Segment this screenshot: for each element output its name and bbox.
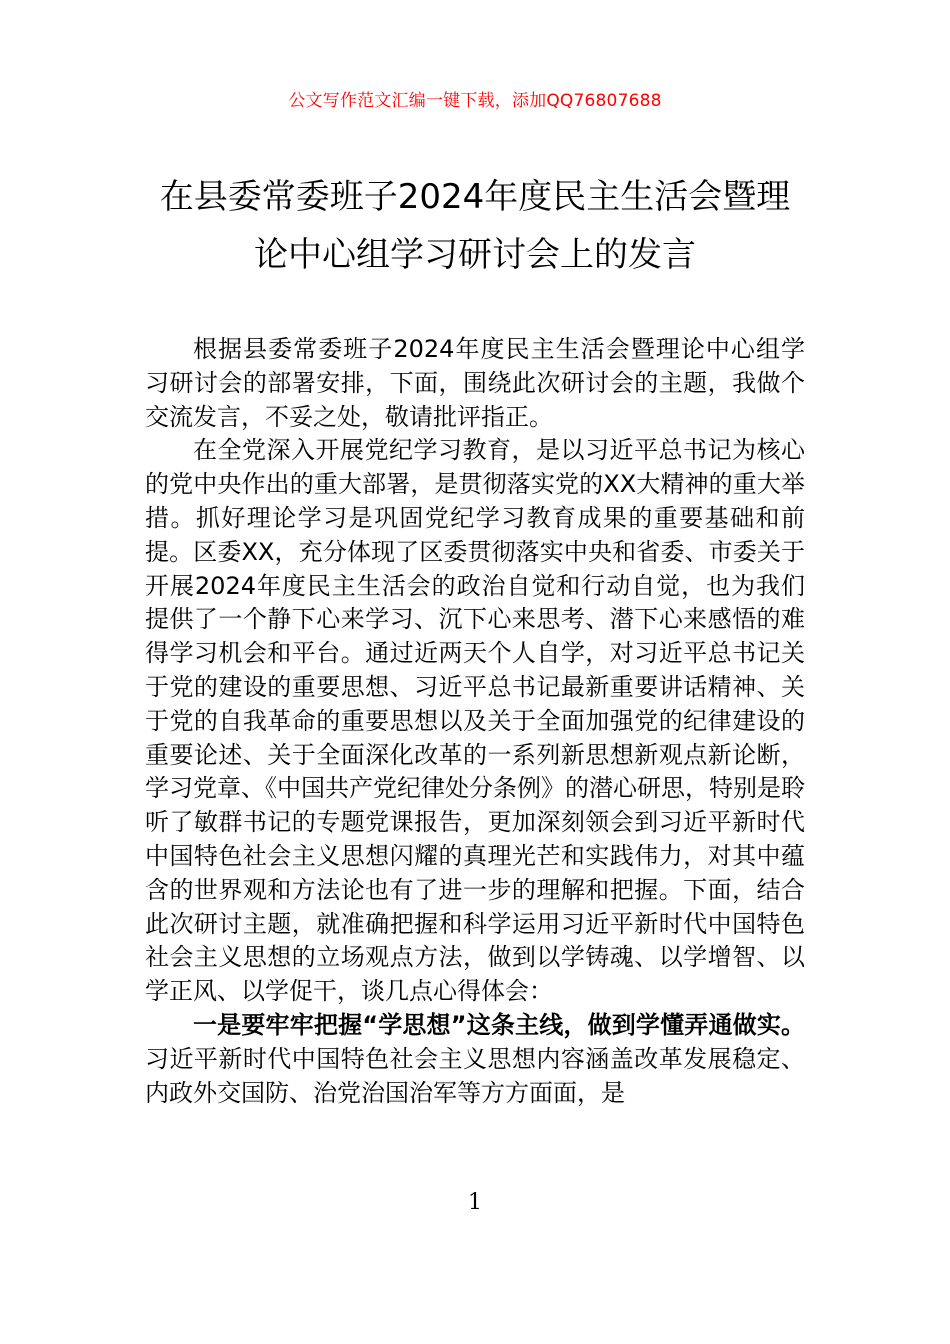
document-title (100, 168, 850, 284)
title-line-1: 在县委常委班子2024年度民主生活会暨理 (159, 177, 791, 217)
page-number: 1 (468, 1190, 482, 1215)
title-line-2: 论中心组学习研讨会上的发言 (254, 235, 696, 275)
document-body (145, 333, 805, 1110)
header-note: 公文写作范文汇编一键下载，添加QQ76807688 (288, 91, 662, 111)
paragraph-intro: 根据县委常委班子2024年度民主生活会暨理论中心组学习研讨会的部署安排，下面，围绕此次研讨会的主题，我做个交流发言，不妥之处，敬请批评指正。 (145, 335, 805, 431)
paragraph-point-one (145, 1009, 805, 1110)
paragraph-main: 在全党深入开展党纪学习教育，是以习近平总书记为核心的党中央作出的重大部署，是贯彻落实党的XX大精神的重大举措。抓好理论学习是巩固党纪学习教育成果的重要基础和前提。区委XX，充分体现了区委贯彻落实中央和省委、市委关于开展2024年度民主生活会的政治自觉和行动自觉，也为我们提供了一个静下心来学习、沉下心来思考、潜下心来感悟的难得学习机会和平台。通过近两天个人自学，对习近平总书记关于党的建设的重要思想、习近平总书记最新重要讲话精神、关于党的自我革命的重要思想以及关于全面加强党的纪律建设的重要论述、关于全面深化改革的一系列新思想新观点新论断，学习党章、《中国共产党纪律处分条例》的潜心研思，特别是聆听了敏群书记的专题党课报告，更加深刻领会到习近平新时代中国特色社会主义思想闪耀的真理光芒和实践伟力，对其中蕴含的世界观和方法论也有了进一步的理解和把握。下面，结合此次研讨主题，就准确把握和科学运用习近平新时代中国特色社会主义思想的立场观点方法，做到以学铸魂、以学增智、以学正风、以学促干，谈几点心得体会： (145, 436, 805, 1006)
point-one-text: 习近平新时代中国特色社会主义思想内容涵盖改革发展稳定、内政外交国防、治党治国治军等方方面面，是 (145, 1044, 805, 1107)
point-one-heading: 一是要牢牢把握“学思想”这条主线，做到学懂弄通做实。 (193, 1010, 805, 1039)
